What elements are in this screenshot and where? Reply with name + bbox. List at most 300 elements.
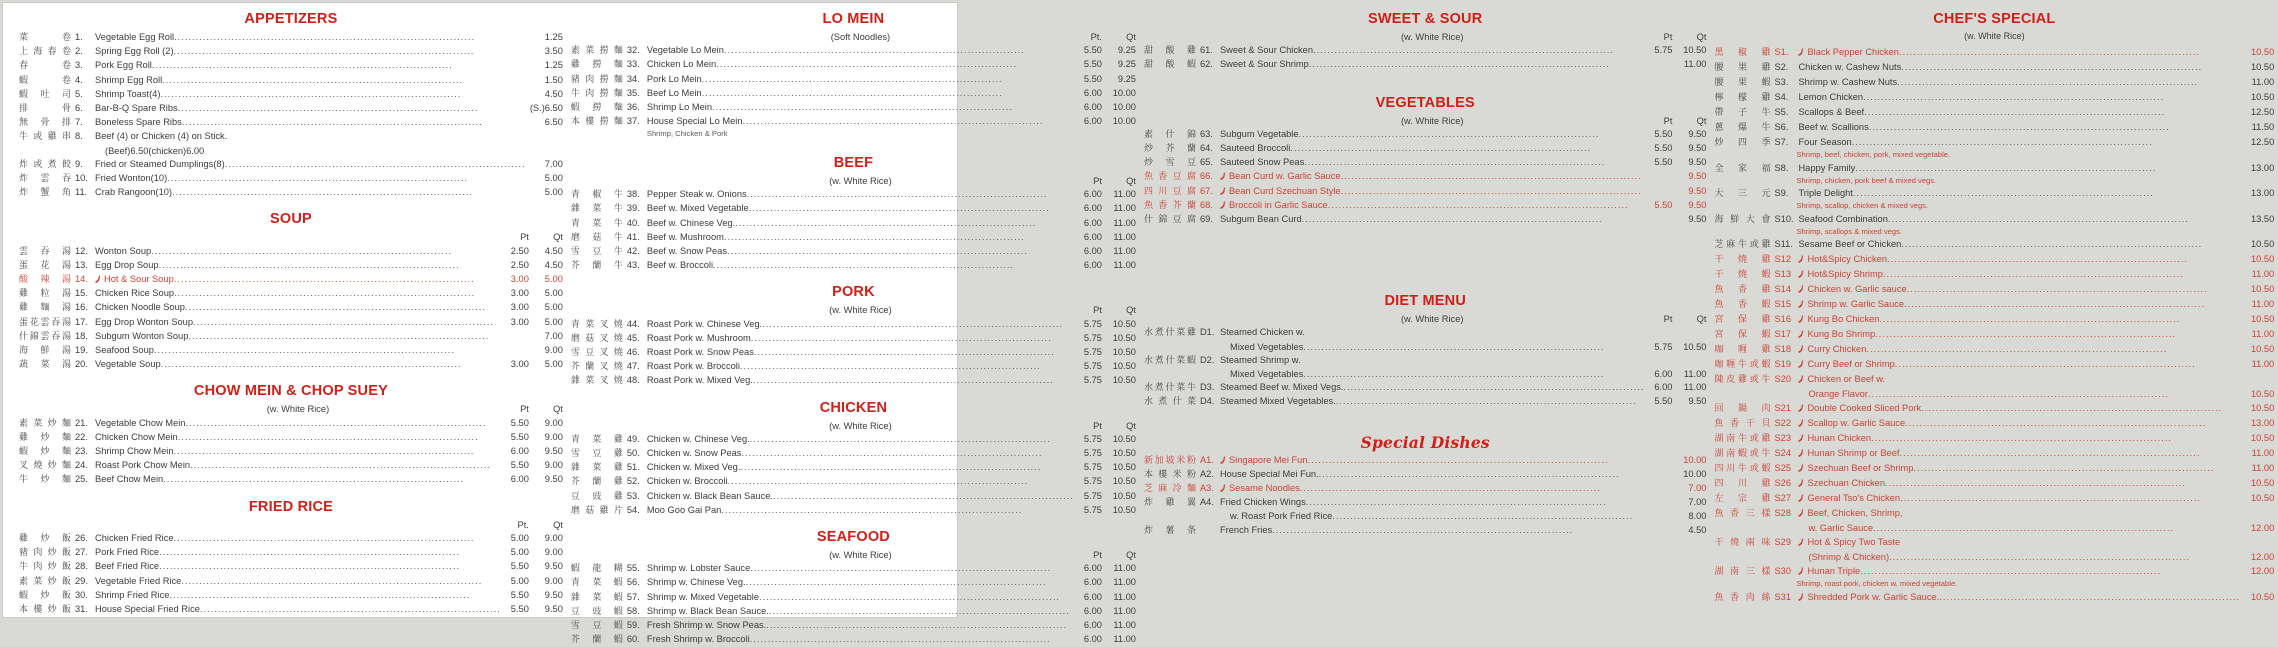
dot-leader	[1899, 446, 2240, 460]
section-chefs-special	[1714, 11, 2274, 605]
item-chinese-name: 全家福	[1714, 163, 1771, 174]
item-name: Chicken or Beef w.	[1807, 374, 1885, 384]
dot-leader	[159, 259, 501, 272]
header-pint-label: Pt	[1093, 175, 1102, 186]
item-name: Beef w. Mixed Vegetable	[646, 203, 749, 214]
section-title: VEGETABLES	[1375, 94, 1475, 111]
item-chinese-name: 湖南蝦或牛	[1714, 449, 1771, 459]
menu-item-continuation	[1714, 550, 2274, 564]
dot-leader	[743, 115, 1074, 128]
menu-item	[19, 273, 563, 287]
item-chinese-name: 青菜雞	[570, 434, 623, 445]
item-price-pint: 5.75	[1083, 361, 1102, 372]
item-price-quart: 10.50	[1112, 476, 1136, 487]
dot-leader	[749, 202, 1074, 215]
item-chinese-name: 蝦吐司	[19, 89, 71, 100]
item-number: 66.	[1199, 171, 1213, 182]
dot-leader	[1303, 341, 1644, 354]
dot-leader	[154, 344, 529, 357]
item-price-pint: 6.00	[1083, 605, 1102, 616]
item-name: Scallops & Beef	[1798, 107, 1865, 117]
item-note: Shrimp, chicken, pork beef & mixed vegs.	[1796, 175, 1937, 185]
menu-item	[1714, 282, 2274, 297]
item-price-quart: 9.50	[544, 603, 563, 614]
menu-item	[571, 101, 1136, 115]
item-price-pint: 5.75	[1083, 490, 1102, 501]
dot-leader	[1875, 327, 2240, 341]
menu-item	[1144, 156, 1707, 170]
item-chinese-name: 上海春卷	[19, 47, 71, 58]
menu-item	[571, 461, 1136, 475]
menu-item	[571, 633, 1136, 647]
menu-item	[571, 374, 1136, 388]
dot-leader	[1904, 297, 2240, 311]
item-price-pint: 3.00	[510, 302, 529, 313]
dot-leader	[182, 116, 529, 129]
item-price-quart: 1.25	[544, 60, 563, 71]
menu-item	[1714, 297, 2274, 312]
item-number: 31.	[75, 603, 88, 614]
item-price-pint: 5.50	[1654, 128, 1673, 139]
menu-item	[1144, 524, 1707, 538]
item-name: Vegetable Fried Rice	[95, 575, 182, 586]
menu-item	[1144, 185, 1707, 199]
item-chinese-name: 湖南牛或雞	[1714, 434, 1771, 444]
item-number: S7.	[1774, 137, 1789, 147]
item-name: Pork Egg Roll	[95, 60, 152, 71]
item-name: Egg Drop Soup	[95, 259, 159, 270]
section-fried-rice	[19, 499, 563, 617]
dot-leader	[174, 532, 501, 545]
price-column-header	[1144, 31, 1707, 44]
item-price-quart: 10.50	[1112, 447, 1136, 458]
item-price-pint: 6.00	[1083, 231, 1102, 242]
item-number: S28	[1774, 508, 1792, 518]
item-price-quart: 4.50	[544, 245, 563, 256]
item-number: S25	[1774, 463, 1792, 473]
menu-item	[1714, 212, 2274, 227]
item-price-pint: 3.00	[510, 316, 529, 327]
item-price-quart: 3.50	[544, 46, 563, 57]
item-price-pint: 3.00	[510, 359, 529, 370]
section-subtitle: (w. White Rice)	[1964, 31, 2025, 41]
item-price-quart: 7.00	[1688, 497, 1707, 508]
dot-leader	[225, 158, 529, 171]
section-seafood	[571, 529, 1136, 647]
item-price-quart: 10.50	[2250, 239, 2275, 249]
spicy-pepper-icon	[1798, 253, 1805, 267]
item-chinese-name: 芝麻牛或雞	[1714, 240, 1771, 250]
item-chinese-name: 芝麻冷麵	[1143, 484, 1196, 495]
item-number: S10.	[1774, 213, 1794, 224]
item-price-quart: 9.50	[544, 474, 563, 485]
item-price-quart: 9.50	[1688, 214, 1707, 225]
item-chinese-name: 素什錦	[1143, 129, 1196, 140]
dot-leader	[751, 332, 1074, 345]
dot-leader	[766, 619, 1074, 632]
menu-item	[19, 186, 563, 200]
dot-leader	[1319, 468, 1673, 481]
dot-leader	[1901, 60, 2240, 74]
menu-item	[19, 532, 563, 546]
item-price-pint: 5.75	[1083, 504, 1102, 515]
spicy-pepper-icon	[1798, 328, 1805, 342]
item-name: Curry Chicken	[1807, 344, 1867, 354]
section-title: CHOW MEIN & CHOP SUEY	[193, 383, 388, 400]
item-number: 29.	[75, 575, 88, 586]
item-name: Curry Beef or Shrimp	[1807, 359, 1895, 369]
item-price-quart: 10.50	[1112, 318, 1136, 329]
item-name: Singapore Mei Fun	[1228, 454, 1308, 465]
spicy-pepper-icon	[1220, 200, 1227, 213]
spicy-pepper-icon	[1798, 591, 1805, 605]
menu-item	[571, 619, 1136, 633]
item-number: 20.	[75, 359, 88, 370]
menu-item	[571, 73, 1136, 87]
dot-leader	[185, 301, 501, 314]
section-title: DIET MENU	[1384, 293, 1466, 310]
item-price-quart: 4.50	[544, 259, 563, 270]
dot-leader	[1885, 476, 2240, 490]
section-title: APPETIZERS	[244, 11, 338, 27]
item-chinese-name: 雪豆叉燒	[570, 347, 623, 358]
item-number: S11.	[1774, 239, 1793, 249]
menu-item	[1144, 496, 1707, 510]
menu-item	[19, 102, 563, 116]
dot-leader	[759, 591, 1074, 604]
section-sweet-sour	[1144, 11, 1707, 73]
item-number: S16	[1774, 314, 1792, 324]
item-chinese-name: 海鮮湯	[19, 346, 71, 357]
dot-leader	[1303, 368, 1644, 381]
section-title: LO MEIN	[822, 11, 885, 27]
item-number: S14	[1774, 284, 1792, 294]
item-price-pint: 6.00	[1083, 217, 1102, 228]
section-pork	[571, 284, 1136, 388]
item-number: 42.	[626, 245, 640, 256]
item-price-quart: 10.50	[2250, 47, 2275, 57]
item-note: Shrimp, scallops & mixed vegs.	[1796, 226, 1902, 236]
item-chinese-name: 雪豆牛	[570, 246, 623, 257]
menu-item	[571, 259, 1136, 273]
item-chinese-name: 雲吞湯	[19, 246, 71, 257]
item-name: Hunan Chicken	[1807, 433, 1872, 443]
item-name: Shrimp Toast(4)	[95, 88, 161, 99]
item-number: 61.	[1199, 45, 1213, 56]
item-number: 3.	[75, 60, 83, 71]
item-name: Sesame Noodles	[1228, 483, 1300, 494]
item-number: 55.	[626, 563, 640, 574]
item-number: 54.	[626, 504, 640, 515]
item-name: Shrimp Chow Mein	[95, 446, 174, 457]
item-price-quart: 9.00	[544, 460, 563, 471]
item-number: 65.	[1199, 157, 1213, 168]
item-price-quart: 11.00	[1113, 634, 1136, 645]
item-name: Shrimp w. Garlic Sauce	[1807, 299, 1905, 309]
item-name: Roast Pork w. Snow Peas	[646, 346, 754, 357]
item-name: Chicken Chow Mein	[95, 431, 178, 442]
item-price-pint: 5.75	[1654, 341, 1673, 352]
dot-leader	[1852, 135, 2241, 149]
item-name: Beef w. Mushroom	[646, 231, 724, 242]
menu-item	[1714, 105, 2274, 120]
item-name: House Special Mei Fun.	[1219, 468, 1319, 479]
item-price-quart: 9.25	[1117, 59, 1136, 70]
item-number: 62.	[1199, 59, 1213, 70]
item-name: Shrimp w. Mixed Vegetable	[646, 591, 760, 602]
item-chinese-name: 什錦雲吞湯	[19, 331, 71, 342]
item-chinese-name: 雪豆蝦	[570, 621, 623, 631]
dot-leader	[174, 287, 501, 300]
dot-leader	[1901, 237, 2240, 251]
price-column-header	[571, 175, 1136, 188]
menu-item	[571, 188, 1136, 202]
item-price-quart: 9.00	[544, 431, 563, 442]
item-chinese-name: 雞粒湯	[19, 289, 71, 300]
dot-leader	[1332, 510, 1672, 523]
item-chinese-name: 回鍋肉	[1714, 404, 1771, 414]
menu-item	[571, 490, 1136, 504]
menu-item	[571, 318, 1136, 332]
dot-leader	[1887, 252, 2240, 266]
item-price-quart: 11.00	[1113, 591, 1136, 602]
menu-item	[1714, 590, 2274, 605]
item-name: House Special Fried Rice	[95, 603, 200, 614]
item-price-quart: 7.00	[1688, 483, 1707, 494]
item-price-quart: 10.50	[2250, 344, 2275, 354]
item-chinese-name: 青椒牛	[570, 190, 623, 201]
dot-leader	[1343, 381, 1644, 394]
item-price-quart: 10.00	[1112, 102, 1136, 113]
item-chinese-name: 陳皮雞或牛	[1714, 375, 1771, 385]
item-chinese-name: 魚香干貝	[1714, 419, 1771, 429]
item-name: Shrimp Fried Rice	[95, 589, 170, 600]
menu-item	[571, 433, 1136, 447]
dot-leader	[152, 59, 529, 72]
header-rice-label: (w. White Rice)	[829, 305, 892, 316]
item-number: 41.	[626, 231, 640, 242]
menu-item	[1714, 506, 2274, 521]
section-soup	[19, 211, 563, 372]
spicy-pepper-icon	[1798, 268, 1805, 282]
price-column-header	[571, 31, 1136, 44]
item-number: 5.	[75, 88, 83, 99]
item-price-quart: 10.50	[2250, 389, 2275, 399]
item-number: 46.	[626, 346, 640, 357]
item-price-quart: 11.00	[1113, 189, 1136, 200]
item-name: Hot & Sour Soup	[104, 274, 174, 285]
menu-item	[1714, 476, 2274, 491]
item-number: 37.	[626, 116, 640, 127]
item-price-quart: 10.50	[2250, 92, 2275, 102]
item-price-pint: 6.00	[1083, 634, 1102, 645]
dot-leader	[1855, 161, 2240, 175]
item-price-quart: 11.00	[2251, 463, 2275, 473]
header-pint-label: Pt	[520, 232, 529, 243]
menu-item	[1714, 431, 2274, 446]
dot-leader	[1308, 454, 1673, 467]
header-quart-label: Qt	[1126, 549, 1136, 560]
item-name: Wonton Soup	[95, 245, 152, 256]
menu-item	[1144, 128, 1707, 142]
item-price-pint: 5.50	[510, 603, 529, 614]
item-number: 28.	[75, 561, 88, 572]
item-name: Sweet & Sour Shrimp	[1219, 59, 1309, 70]
item-price-quart: (S.)6.50	[529, 103, 563, 114]
section-title: SEAFOOD	[816, 528, 890, 545]
dot-leader	[161, 358, 501, 371]
item-name: Fried or Steamed Dumplings(8)	[95, 158, 225, 169]
item-chinese-name: 素菜炒飯	[19, 576, 71, 587]
menu-item	[1714, 186, 2274, 201]
item-chinese-name: 炒雪豆	[1143, 158, 1196, 169]
dot-leader	[1905, 416, 2240, 430]
dot-leader	[169, 589, 500, 602]
header-quart-label: Qt	[1696, 115, 1707, 126]
item-number: 6.	[75, 103, 83, 114]
item-chinese-name: 叉燒炒麵	[19, 461, 71, 472]
header-pint-label: Pt.	[517, 519, 529, 530]
menu-item	[1714, 161, 2274, 176]
dot-leader	[174, 45, 529, 58]
dot-leader	[174, 273, 501, 286]
item-price-pint: 3.00	[510, 288, 529, 299]
item-price-pint: 5.00	[510, 532, 529, 543]
item-price-quart: 9.50	[1688, 199, 1707, 210]
dot-leader	[181, 575, 501, 588]
item-number: S4.	[1774, 92, 1789, 102]
item-name: Egg Drop Wonton Soup	[95, 316, 194, 327]
dot-leader	[727, 245, 1074, 258]
item-chinese-name: 宮保蝦	[1714, 330, 1771, 340]
dot-leader	[1860, 564, 2240, 578]
header-quart-label: Qt	[553, 232, 563, 243]
menu-item	[571, 346, 1136, 360]
item-price-quart: 13.00	[2250, 162, 2275, 173]
item-chinese-name: 豬肉撈麵	[570, 74, 623, 85]
item-price-quart: 7.00	[544, 158, 563, 169]
price-column-header	[19, 403, 563, 416]
item-name: Spring Egg Roll (2)	[95, 46, 174, 57]
item-chinese-name: 水煮什菜蝦	[1143, 355, 1196, 366]
item-price-pint: 5.75	[1083, 433, 1102, 444]
item-price-quart: 10.50	[2250, 493, 2275, 503]
item-chinese-name: 炸蟹角	[19, 188, 71, 199]
item-price-quart: 10.50	[2250, 403, 2275, 413]
item-number: 4.	[75, 74, 83, 85]
item-chinese-name: 雞炒飯	[19, 533, 71, 544]
item-price-pint: 5.50	[1083, 59, 1102, 70]
dot-leader	[167, 172, 529, 185]
item-chinese-name: 水煮什菜牛	[1143, 383, 1196, 394]
item-chinese-name: 干燒蝦	[1714, 270, 1771, 280]
item-number: D2.	[1199, 354, 1215, 365]
dot-leader	[159, 546, 501, 559]
item-chinese-name: 魚香蝦	[1714, 300, 1771, 310]
item-name: Steamed Shrimp w.	[1219, 354, 1301, 365]
item-number: 14.	[75, 274, 88, 285]
menu-item	[571, 591, 1136, 605]
item-price-quart: 10.50	[1112, 375, 1136, 386]
item-chinese-name: 甜酸蝦	[1143, 60, 1196, 71]
header-rice-label: (w. White Rice)	[266, 404, 330, 415]
dot-leader	[1899, 45, 2240, 59]
item-name: Bean Curd Szechuan Style	[1228, 185, 1341, 196]
item-name: Steamed Chicken w.	[1219, 327, 1305, 338]
dot-leader	[1304, 156, 1644, 169]
item-name: Subgum Vegetable	[1219, 128, 1299, 139]
item-chinese-name: 雜菜叉燒	[570, 376, 623, 387]
menu-item	[1144, 395, 1707, 409]
item-price-quart: 13.00	[2250, 418, 2275, 428]
menu-item	[1714, 342, 2274, 357]
item-price-pint: 5.50	[510, 589, 529, 600]
item-number: S9.	[1774, 188, 1789, 198]
item-chinese-name: 海鮮大會	[1714, 214, 1771, 225]
item-price-quart: 10.50	[2250, 433, 2275, 443]
item-price-quart: 10.00	[1683, 468, 1707, 479]
menu-item-continuation	[1714, 521, 2274, 535]
price-column-header	[1144, 115, 1707, 128]
spicy-pepper-icon	[1798, 373, 1805, 387]
item-price-quart: 11.00	[2251, 329, 2275, 339]
item-chinese-name: 咖喱牛或蝦	[1714, 360, 1771, 370]
section-title: CHICKEN	[819, 399, 888, 416]
item-name: Sauteed Snow Peas	[1219, 157, 1305, 168]
item-name: Shrimp w. Black Bean Sauce.	[646, 605, 769, 616]
item-name: Kung Bo Chicken	[1807, 314, 1880, 324]
menu-item	[571, 332, 1136, 346]
item-chinese-name: 魚香肉絲	[1714, 592, 1771, 603]
item-number: S29	[1774, 537, 1792, 547]
item-name: Szechuan Beef or Shrimp	[1807, 463, 1914, 473]
item-price-quart: 9.25	[1117, 73, 1136, 84]
item-number: 21.	[75, 417, 88, 428]
item-chinese-name: 帶子牛	[1714, 108, 1771, 118]
item-chinese-name: 雞炒麵	[19, 432, 71, 443]
header-quart-label: Qt	[1126, 175, 1136, 186]
item-number: S24	[1774, 448, 1792, 458]
item-name: Happy Family	[1798, 162, 1856, 173]
item-name: Scallop w. Garlic Sauce	[1807, 418, 1906, 428]
menu-item-continuation	[1714, 387, 2274, 401]
item-name: Roast Pork Chow Mein	[95, 460, 191, 471]
item-chinese-name: 本樓炒飯	[19, 604, 71, 615]
item-price-quart: 1.25	[544, 32, 563, 42]
item-price-pint: 6.00	[1083, 116, 1102, 127]
dot-leader	[769, 605, 1074, 618]
item-number: 63.	[1199, 128, 1213, 139]
item-price-pint: 5.50	[1654, 157, 1673, 168]
section-diet-menu	[1144, 293, 1707, 409]
item-price-quart: 10.00	[1112, 116, 1136, 127]
item-number: S27	[1774, 493, 1792, 503]
header-rice-label: (w. White Rice)	[1400, 115, 1464, 126]
item-name: w. Roast Pork Fried Rice	[1229, 511, 1333, 522]
section-title: SOUP	[269, 211, 312, 228]
menu-item	[19, 172, 563, 186]
item-chinese-name: 蔬菜湯	[19, 360, 71, 371]
item-chinese-name: 青菜蝦	[570, 578, 623, 589]
spicy-pepper-icon	[1798, 477, 1805, 491]
item-chinese-name: 炸雲吞	[19, 174, 71, 185]
item-chinese-name: 磨菇牛	[570, 232, 623, 243]
dot-leader	[160, 88, 528, 101]
item-price-quart: 10.50	[1112, 346, 1136, 357]
dot-leader	[740, 461, 1074, 474]
spicy-pepper-icon	[1798, 565, 1805, 579]
menu-item	[19, 459, 563, 473]
